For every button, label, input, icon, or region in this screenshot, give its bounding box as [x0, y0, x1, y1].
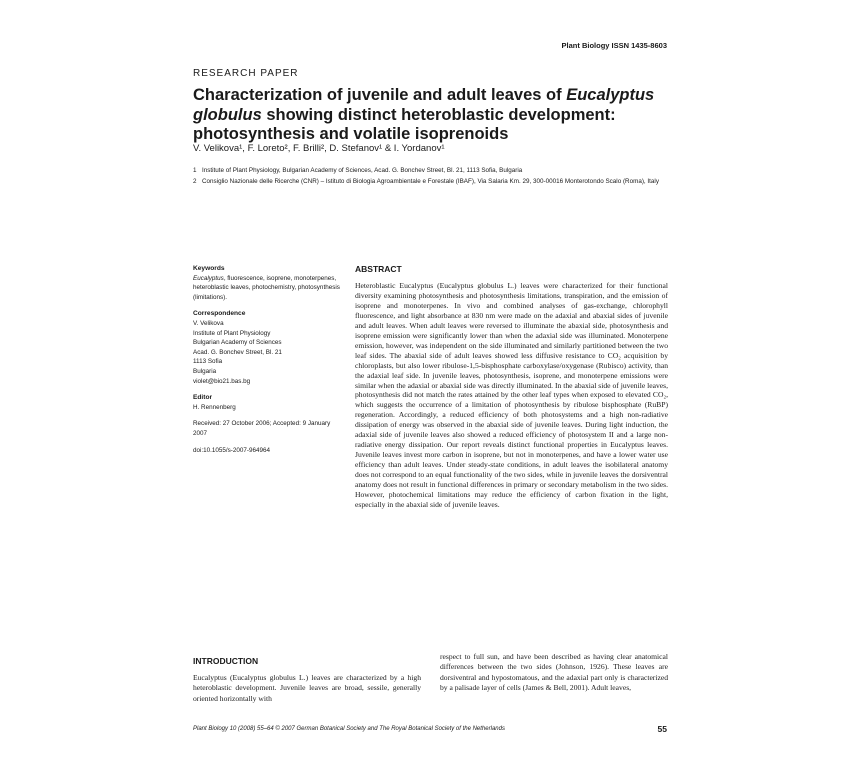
- author-list: V. Velikova¹, F. Loreto², F. Brilli², D. Stefanov¹ & I. Yordanov¹: [193, 143, 445, 154]
- keywords-text: [193, 274, 341, 303]
- keywords-rest: , fluorescence, isoprene, monoterpenes, heteroblastic leaves, photochemistry, photosynthesis (limitations).: [193, 274, 340, 301]
- correspondence-line: V. Velikova: [193, 319, 224, 327]
- title-part-1: Characterization of juvenile and adult leaves of: [193, 86, 567, 104]
- article-title: [193, 86, 673, 145]
- affiliation-number: 1: [193, 167, 197, 174]
- footer-text: 10 (2008) 55–64 © 2007 German Botanical Society and The Royal Botanical Society of the Netherlands: [228, 726, 505, 732]
- introduction-column-1: Eucalyptus (Eucalyptus globulus L.) leaves are characterized by a high heteroblastic development. Juvenile leaves are broad, sessile, generally oriented horizontally with: [193, 673, 421, 703]
- affiliation-number: 2: [193, 178, 197, 185]
- editor-name: H. Rennenberg: [193, 403, 236, 411]
- correspondence-email[interactable]: violet@bio21.bas.bg: [193, 377, 251, 385]
- editor-heading: Editor: [193, 394, 213, 402]
- affiliation-2: [193, 177, 673, 187]
- introduction-column-2: respect to full sun, and have been described as having clear anatomical differences between the two sides (Johnson, 1926). These leaves are dorsiventral and hypostomatous, and the adaxial part only is characterized by a palisade layer of cells (James & Bell, 2001). Adult leaves,: [440, 652, 668, 693]
- correspondence-heading: Correspondence: [193, 310, 246, 318]
- received-dates: Received: 27 October 2006; Accepted: 9 January 2007: [193, 420, 331, 437]
- doi[interactable]: doi:10.1055/s-2007-964964: [193, 446, 271, 454]
- correspondence-line: Acad. G. Bonchev Street, Bl. 21: [193, 348, 282, 356]
- page-number: 55: [657, 724, 667, 734]
- title-part-2: showing distinct heteroblastic development: photosynthesis and volatile isoprenoids: [193, 105, 616, 143]
- affiliation-text: Institute of Plant Physiology, Bulgarian Academy of Sciences, Acad. G. Bonchev Street, Bl. 21, 1113 Sofia, Bulgaria: [202, 167, 523, 174]
- journal-header: Plant Biology ISSN 1435-8603: [561, 41, 667, 50]
- affiliation-text: Consiglio Nazionale delle Ricerche (CNR) – Istituto di Biologia Agroambientale e Forestale (IBAF), Via Salaria Km. 29, 300-00016 Monterotondo Scalo (Roma), Italy: [202, 178, 659, 185]
- affiliation-1: [193, 166, 673, 176]
- correspondence-line: Bulgarian Academy of Sciences: [193, 339, 282, 347]
- footer-journal: Plant Biology: [193, 726, 229, 732]
- article-sidebar: [193, 264, 341, 455]
- keywords-heading: Keywords: [193, 265, 225, 272]
- abstract-heading: ABSTRACT: [355, 264, 402, 274]
- title-species: Eucalyptus globulus: [193, 86, 655, 124]
- abstract-body: Heteroblastic Eucalyptus (Eucalyptus globulus L.) leaves were characterized for their functional diversity examining photosynthesis and photosynthesis limitations, transpiration, and the emission of isoprene and monoterpenes. In vivo and combined analyses of gas-exchange, chlorophyll fluorescence, and light absorbance at 830 nm were made on the adaxial and abaxial sides of juvenile and adult leaves. When adult leaves were reversed to illuminate the abaxial side, photosynthesis and isoprene emission were significantly lower than when the adaxial side was illuminated. Monoterpene emission, however, was independent on the side illuminated and similarly partitioned between the two leaf sides. The abaxial side of adult leaves showed less diffusive resistance to CO₂ acquisition by chloroplasts, but also lower ribulose-1,5-bisphosphate carboxylase/oxygenase (Rubisco) activity, than the adaxial leaf side. In juvenile leaves, photosynthesis, isoprene, and monoterpene emissions were similar when the adaxial or abaxial side was directly illuminated. In the abaxial side of juvenile leaves, photosynthesis did not match the rates attained by the other leaf types when exposed to elevated CO₂, which suggests the occurrence of a limitation of photosynthesis by ribulose bisphosphate (RuBP) regeneration. Accordingly, a reduced efficiency of both photosystems and a high non-radiative dissipation of energy was observed in the abaxial side of juvenile leaves. During light induction, the adaxial side of juvenile leaves also showed a reduced efficiency of photosystem II and a large non-radiative energy dissipation. Our report reveals distinct functional properties in Eucalyptus leaves. Juvenile leaves invest more carbon in isoprene, but not in monoterpenes, and have a lower water use efficiency than adult leaves. Under steady-state conditions, in adult leaves the isobilateral anatomy does not correspond to an equal functionality of the two sides, while in juvenile leaves the dorsiventral anatomy does not result in functional differences in primary or secondary metabolism in the two sides. However, photochemical limitations may reduce the efficiency of carbon fixation in the light, especially in the abaxial side of juvenile leaves.: [355, 281, 668, 509]
- correspondence-line: 1113 Sofia: [193, 358, 223, 366]
- article-type: RESEARCH PAPER: [193, 68, 299, 79]
- correspondence-line: Institute of Plant Physiology: [193, 329, 271, 337]
- introduction-heading: INTRODUCTION: [193, 656, 259, 666]
- footer-citation: [193, 726, 505, 732]
- correspondence-line: Bulgaria: [193, 367, 217, 375]
- keyword-italic: Eucalyptus: [193, 274, 224, 282]
